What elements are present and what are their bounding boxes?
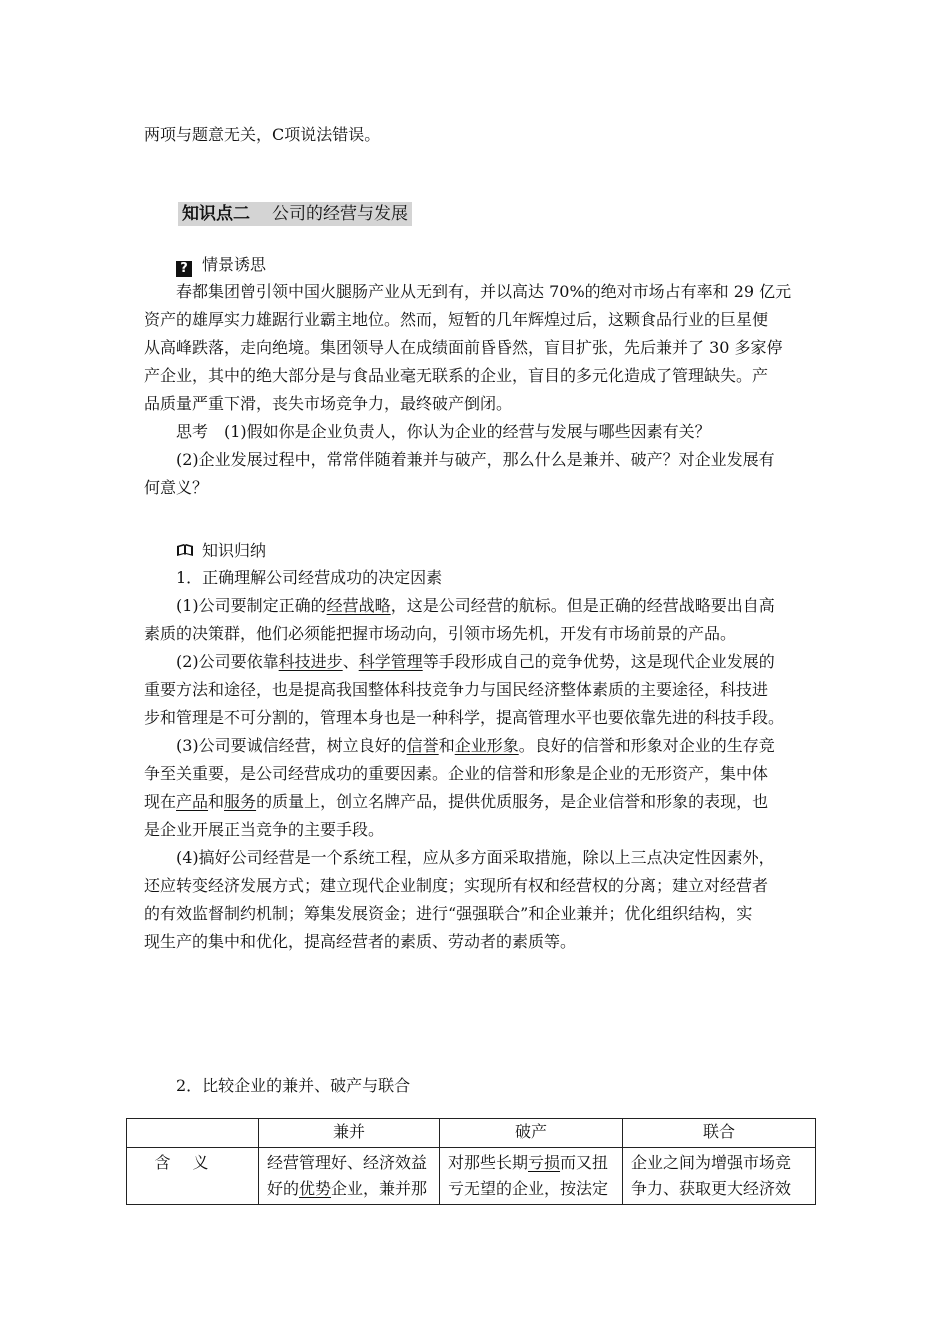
question-mark-icon: ? [176, 261, 192, 277]
section-heading: 公司的经营与发展 [272, 204, 408, 224]
table-header-cell: 兼并 [259, 1119, 440, 1148]
row-label-cell: 含义 [127, 1148, 259, 1205]
table-row [127, 1148, 816, 1205]
section-label: 知识点二 [182, 204, 250, 224]
think-question-2: (2)企业发展过程中，常常伴随着兼并与破产，那么什么是兼并、破产？对企业发展有 [176, 450, 775, 469]
para3-line3: 现在产品和服务的质量上，创立名牌产品，提供优质服务，是企业信誉和形象的表现，也 [144, 792, 769, 811]
para3-line4: 是企业开展正当竞争的主要手段。 [144, 820, 385, 839]
para4-line: 现生产的集中和优化，提高经营者的素质、劳动者的素质等。 [144, 932, 577, 951]
keyword-tech: 科技进步 [278, 652, 343, 671]
scenario-line: 资产的雄厚实力雄踞行业霸主地位。然而，短暂的几年辉煌过后，这颗食品行业的巨星便 [144, 310, 769, 329]
table-header-cell: 联合 [623, 1119, 816, 1148]
think-question-2-cont: 何意义？ [144, 478, 209, 497]
table-header-cell: 破产 [440, 1119, 623, 1148]
para3-line2: 争至关重要，是公司经营成功的重要因素。企业的信誉和形象是企业的无形资产，集中体 [144, 764, 769, 783]
para2-line3: 步和管理是不可分割的，管理本身也是一种科学，提高管理水平也要依靠先进的科技手段。 [144, 708, 785, 727]
scenario-heading: 情景诱思 [202, 255, 267, 274]
scenario-heading-row [176, 254, 266, 277]
keyword-management: 科学管理 [358, 652, 423, 671]
summary-heading-row [176, 540, 266, 562]
item2-title: 2．比较企业的兼并、破产与联合 [176, 1076, 411, 1095]
para1-line2: 素质的决策群，他们必须能把握市场动向，引领市场先机，开发有市场前景的产品。 [144, 624, 737, 643]
keyword-image: 企业形象 [454, 736, 519, 755]
summary-heading: 知识归纳 [202, 541, 267, 560]
think-question-1: 思考 (1)假如你是企业负责人，你认为企业的经营与发展与哪些因素有关？ [176, 422, 711, 441]
para3-line1: (3)公司要诚信经营，树立良好的信誉和企业形象。良好的信誉和形象对企业的生存竞 [176, 736, 775, 755]
table-cell: 对那些长期亏损而又扭 亏无望的企业，按法定 [440, 1148, 623, 1205]
scenario-line: 产企业，其中的绝大部分是与食品业毫无联系的企业，盲目的多元化造成了管理缺失。产 [144, 366, 769, 385]
para2-line2: 重要方法和途径，也是提高我国整体科技竞争力与国民经济整体素质的主要途径，科技进 [144, 680, 769, 699]
top-line: 两项与题意无关，C项说法错误。 [144, 125, 381, 144]
item1-title: 1．正确理解公司经营成功的决定因素 [176, 568, 443, 587]
comparison-table [126, 1118, 816, 1205]
keyword-advantage: 优势 [299, 1179, 332, 1198]
keyword-service: 服务 [224, 792, 257, 811]
para4-line: 还应转变经济发展方式；建立现代企业制度；实现所有权和经营权的分离；建立对经营者 [144, 876, 769, 895]
open-book-icon [176, 543, 194, 557]
scenario-line: 品质量严重下滑，丧失市场竞争力，最终破产倒闭。 [144, 394, 513, 413]
section-title [178, 202, 412, 226]
keyword-strategy: 经营战略 [326, 596, 391, 615]
table-cell: 企业之间为增强市场竞 争力、获取更大经济效 [623, 1148, 816, 1205]
para4-line: 的有效监督制约机制；筹集发展资金；进行“强强联合”和企业兼并；优化组织结构，实 [144, 904, 753, 923]
para4-line: (4)搞好公司经营是一个系统工程，应从多方面采取措施，除以上三点决定性因素外， [176, 848, 775, 867]
keyword-product: 产品 [176, 792, 209, 811]
keyword-reputation: 信誉 [406, 736, 439, 755]
table-cell: 经营管理好、经济效益 好的优势企业，兼并那 [259, 1148, 440, 1205]
table-header-cell [127, 1119, 259, 1148]
para1-line1: (1)公司要制定正确的经营战略，这是公司经营的航标。但是正确的经营战略要出自高 [176, 596, 775, 615]
scenario-line: 春都集团曾引领中国火腿肠产业从无到有，并以高达 70%的绝对市场占有率和 29 亿元 [176, 282, 792, 301]
table-header-row [127, 1119, 816, 1148]
para2-line1: (2)公司要依靠科技进步、科学管理等手段形成自己的竞争优势，这是现代企业发展的 [176, 652, 775, 671]
keyword-loss: 亏损 [528, 1153, 561, 1172]
scenario-line: 从高峰跌落，走向绝境。集团领导人在成绩面前昏昏然，盲目扩张，先后兼并了 30 多家停 [144, 338, 783, 357]
